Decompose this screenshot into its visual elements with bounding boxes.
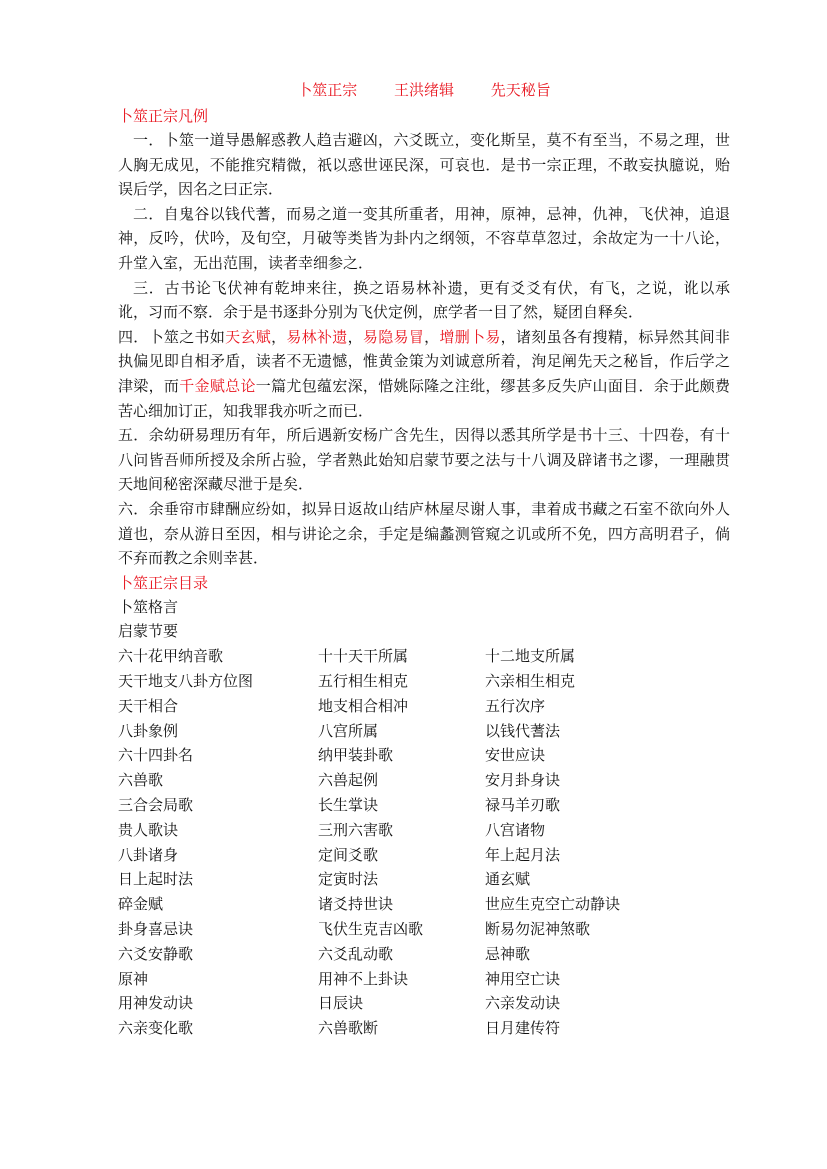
toc-line-1: 卜筮格言 <box>118 597 179 616</box>
toc-item: 八宫所属 <box>318 721 379 740</box>
toc-item: 日月建传符 <box>485 1019 561 1038</box>
toc-item: 五行相生相克 <box>318 672 409 691</box>
toc-item: 安月卦身诀 <box>485 771 561 790</box>
p4-red-title-3: 易隐易冒 <box>362 327 425 346</box>
toc-item: 世应生克空亡动静诀 <box>485 895 621 914</box>
toc-item: 六亲发动诀 <box>485 994 561 1013</box>
p4-text: 四．卜筮之书如 <box>118 327 226 346</box>
toc-item: 年上起月法 <box>485 845 561 864</box>
fanli-paragraph-5: 五．余幼研易理历有年，所后遇新安杨广含先生，因得以悉其所学是书十三、十四卷，有十八问皆吾师所授及余所占验，学者熟此始知启蒙节要之法与十八调及辟诸书之谬，一理融贯天地间秘密深藏尽泄于是矣． <box>118 426 730 494</box>
toc-item: 用神不上卦诀 <box>318 969 409 988</box>
toc-item: 碎金赋 <box>118 895 164 914</box>
fanli-paragraph-1: 一．卜筮一道导愚解惑教人趋吉避凶，六爻既立，变化斯呈，莫不有至当，不易之理，世人胸无成见，不能推究精微，祇以惑世诬民深，可哀也．是书一宗正理，不敢妄执臆说，贻误后学，因名之曰正宗． <box>118 131 730 199</box>
title-editor: 王洪绪辑 <box>393 81 454 99</box>
toc-item: 用神发动诀 <box>118 994 194 1013</box>
p4-red-title-4: 增删卜易 <box>439 327 501 346</box>
fanli-paragraph-6: 六．余垂帘市肆酬应纷如，拟异日返故山结庐林屋尽谢人事，聿着成书藏之石室不欲向外人道也，奈从游日至因，相与讲论之余，手定是编蠡测管窥之讥或所不免，四方高明君子，倘不弃而教之余则幸甚． <box>118 499 730 568</box>
toc-item: 纳甲装卦歌 <box>318 746 394 765</box>
toc-item: 八宫诸物 <box>485 820 546 839</box>
toc-item: 定寅时法 <box>318 870 379 889</box>
toc-item: 忌神歌 <box>485 944 531 963</box>
document-page <box>118 78 730 1041</box>
document-title <box>118 78 730 102</box>
toc-heading: 卜筮正宗目录 <box>118 573 209 592</box>
fanli-paragraph-2: 二．自鬼谷以钱代蓍，而易之道一变其所重者，用神，原神，忌神，仇神，飞伏神，追退神，反吟，伏吟，及旬空，月破等类皆为卦内之纲领，不容草草忽过，余故定为一十八论，升堂入室，无出范围，读者幸细参之． <box>118 204 730 272</box>
toc-item: 原神 <box>118 969 149 988</box>
toc-item: 六兽起例 <box>318 771 379 790</box>
toc-item: 八卦象例 <box>118 721 179 740</box>
toc-item: 天干地支八卦方位图 <box>118 672 254 691</box>
toc-item: 六十花甲纳音歌 <box>118 647 224 666</box>
toc-item: 十十天干所属 <box>318 647 409 666</box>
toc-item: 定间爻歌 <box>318 845 379 864</box>
p4-text: ， <box>347 327 363 346</box>
toc-item: 以钱代蓍法 <box>485 721 561 740</box>
fanli-paragraph-4 <box>118 325 730 423</box>
toc-item: 通玄赋 <box>485 870 531 889</box>
toc-item: 日上起时法 <box>118 870 194 889</box>
title-book: 卜筮正宗 <box>297 81 358 99</box>
title-subtitle: 先天秘旨 <box>490 81 551 99</box>
p4-red-title-5: 千金赋总论 <box>179 376 256 395</box>
toc-item: 天干相合 <box>118 696 179 715</box>
fanli-heading: 卜筮正宗凡例 <box>118 107 209 125</box>
toc-item: 六爻安静歌 <box>118 944 194 963</box>
toc-item: 八卦诸身 <box>118 845 179 864</box>
toc-item: 六十四卦名 <box>118 746 194 765</box>
toc-item: 飞伏生克吉凶歌 <box>318 920 424 939</box>
toc-item: 六兽歌断 <box>318 1019 379 1038</box>
toc-item: 地支相合相冲 <box>318 696 409 715</box>
toc-item: 五行次序 <box>485 696 546 715</box>
toc-item: 六亲变化歌 <box>118 1019 194 1038</box>
toc-item: 六兽歌 <box>118 771 164 790</box>
toc-item: 六亲相生相克 <box>485 672 576 691</box>
toc-item: 贵人歌诀 <box>118 820 179 839</box>
toc-line-2: 启蒙节要 <box>118 622 179 641</box>
p4-text: ， <box>271 327 287 346</box>
p4-red-title-2: 易林补遗 <box>286 327 348 346</box>
toc-item: 禄马羊刃歌 <box>485 796 561 815</box>
toc-item: 十二地支所属 <box>485 647 576 666</box>
p4-text: ，诸刻虽各有搜精，标异然其间非执偏见即自相矛盾，读者不无遗憾，惟黄金策为刘诚意所着，洵足阐先天之秘旨，作后学之津梁，而 <box>118 327 730 395</box>
toc-item: 神用空亡诀 <box>485 969 561 988</box>
toc-item: 长生掌诀 <box>318 796 379 815</box>
toc-item: 诸爻持世诀 <box>318 895 394 914</box>
fanli-paragraph-3: 三．古书论飞伏神有乾坤来往，换之语易林补遗，更有爻爻有伏，有飞，之说，讹以承讹，习而不察．余于是书逐卦分别为飞伏定例，庶学者一目了然，疑团自释矣． <box>118 278 730 322</box>
toc-grid <box>118 644 730 1041</box>
toc-item: 三合会局歌 <box>118 796 194 815</box>
toc-item: 六爻乱动歌 <box>318 944 394 963</box>
toc-item: 三刑六害歌 <box>318 820 394 839</box>
p4-text: ， <box>424 327 440 346</box>
toc-item: 安世应诀 <box>485 746 546 765</box>
p4-red-title-1: 天玄赋 <box>225 327 272 346</box>
toc-item: 日辰诀 <box>318 994 364 1013</box>
toc-item: 断易勿泥神煞歌 <box>485 920 591 939</box>
p4-text: 一篇尤包蕴宏深，惜姚际隆之注纰，缪甚多反失庐山面目．余于此颇费苦心细加订正，知我罪我亦听之而已． <box>118 376 730 420</box>
toc-item: 卦身喜忌诀 <box>118 920 194 939</box>
